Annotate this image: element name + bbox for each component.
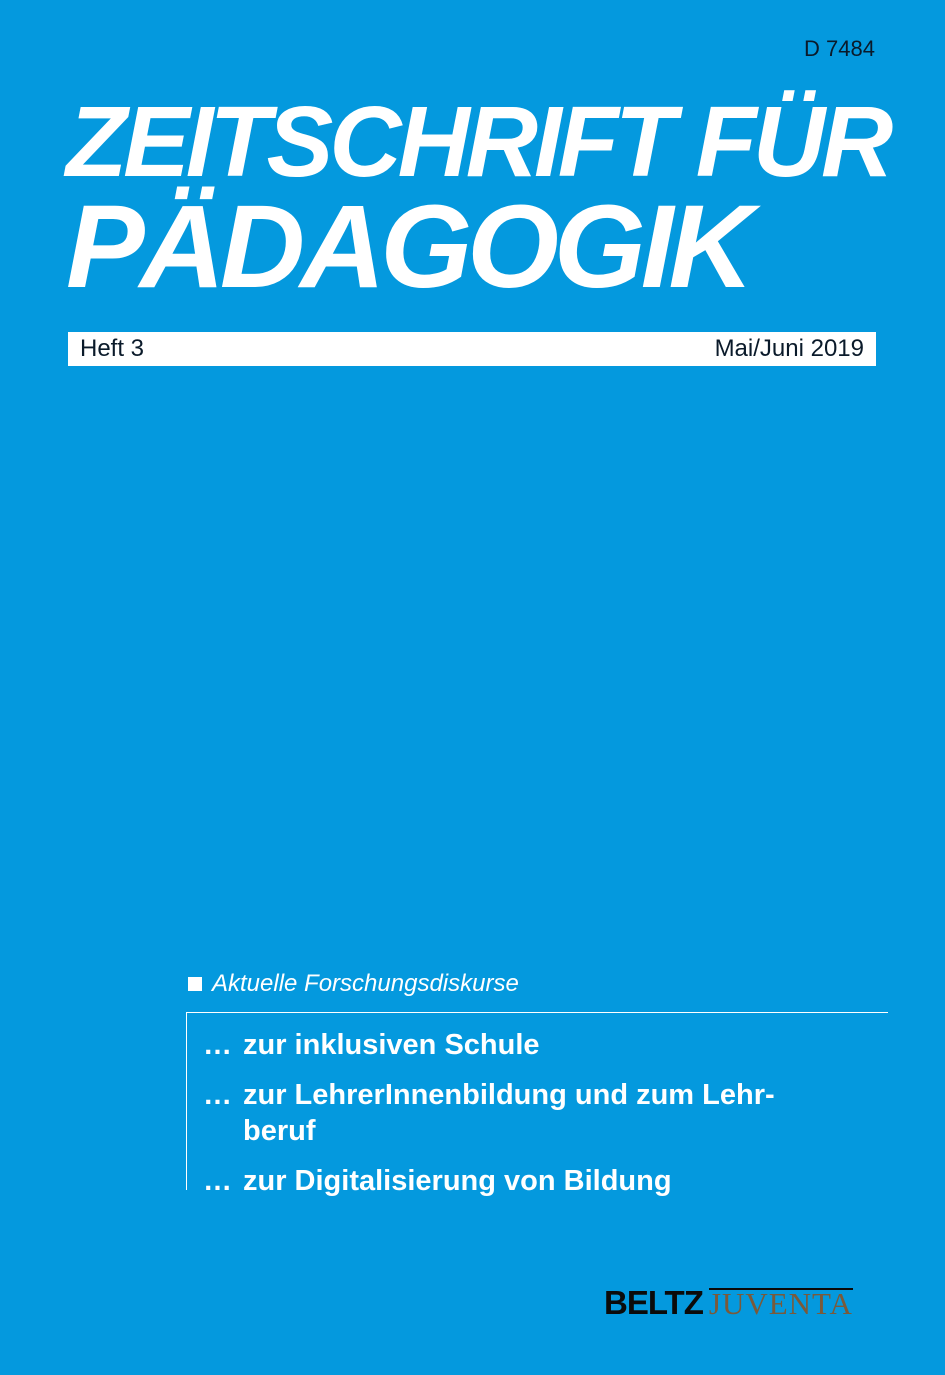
publisher-logo xyxy=(604,1284,853,1322)
topics-section xyxy=(188,970,888,1197)
topic-item xyxy=(203,1163,888,1199)
journal-title-line1: ZEITSCHRIFT FÜR xyxy=(66,86,890,198)
topic-prefix: … xyxy=(203,1165,232,1197)
journal-title xyxy=(66,86,896,313)
publisher-name-beltz: BELTZ xyxy=(604,1284,703,1321)
issue-bar xyxy=(68,332,876,366)
topic-text: zur LehrerInnenbildung und zum Lehr-beruf xyxy=(243,1079,775,1147)
topic-list xyxy=(186,1012,888,1197)
topic-item xyxy=(203,1077,888,1149)
topic-item xyxy=(203,1027,888,1063)
issue-date: Mai/Juni 2019 xyxy=(714,335,864,362)
publisher-name-juventa: JUVENTA xyxy=(708,1286,853,1321)
topic-prefix: … xyxy=(203,1029,232,1061)
square-bullet-icon xyxy=(188,977,202,991)
topic-text: zur Digitalisierung von Bildung xyxy=(243,1165,672,1197)
issue-number: Heft 3 xyxy=(80,335,145,362)
topics-heading xyxy=(188,970,888,998)
topics-heading-text: Aktuelle Forschungsdiskurse xyxy=(212,970,519,997)
publication-code: D 7484 xyxy=(804,36,875,61)
topic-prefix: … xyxy=(203,1079,232,1111)
topic-text: zur inklusiven Schule xyxy=(243,1029,540,1061)
journal-title-line2: PÄDAGOGIK xyxy=(66,181,749,313)
